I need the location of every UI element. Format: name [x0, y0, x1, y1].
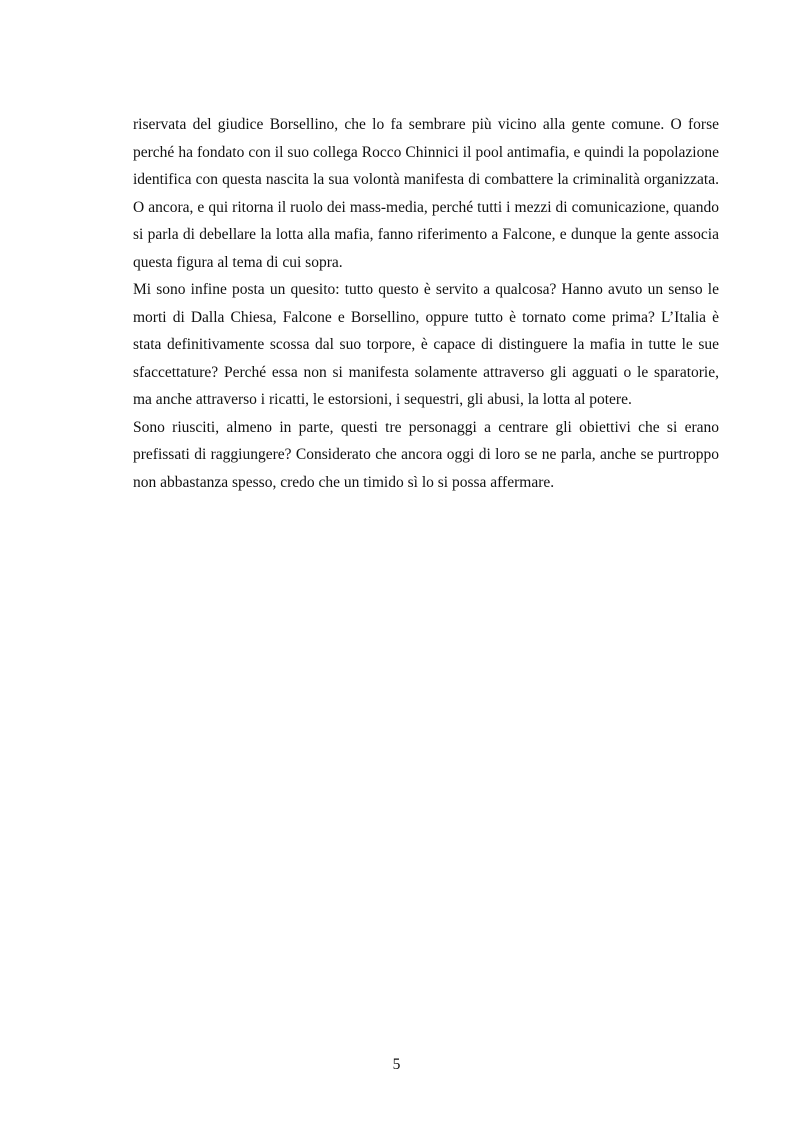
paragraph-2: Mi sono infine posta un quesito: tutto questo è servito a qualcosa? Hanno avuto un senso le morti di Dalla Chiesa, Falcone e Borsellino, oppure tutto è tornato come prima? L’Italia è stata definitivamente scossa dal suo torpore, è capace di distinguere la mafia in tutte le sue sfaccettature? Perché essa non si manifesta solamente attraverso gli agguati o le sparatorie, ma anche attraverso i ricatti, le estorsioni, i sequestri, gli abusi, la lotta al potere.: [133, 281, 719, 408]
paragraph-1: riservata del giudice Borsellino, che lo fa sembrare più vicino alla gente comune. O forse perché ha fondato con il suo collega Rocco Chinnici il pool antimafia, e quindi la popolazione identifica con questa nascita la sua volontà manifesta di combattere la criminalità organizzata. O ancora, e qui ritorna il ruolo dei mass-media, perché tutti i mezzi di comunicazione, quando si parla di debellare la lotta alla mafia, fanno riferimento a Falcone, e dunque la gente associa questa figura al tema di cui sopra.: [133, 116, 719, 271]
paragraph-3: Sono riusciti, almeno in parte, questi tre personaggi a centrare gli obiettivi che si erano prefissati di raggiungere? Considerato che ancora oggi di loro se ne parla, anche se purtroppo non abbastanza spesso, credo che un timido sì lo si possa affermare.: [133, 418, 719, 491]
page-number: 5: [392, 1056, 401, 1073]
body-text: [133, 111, 719, 496]
